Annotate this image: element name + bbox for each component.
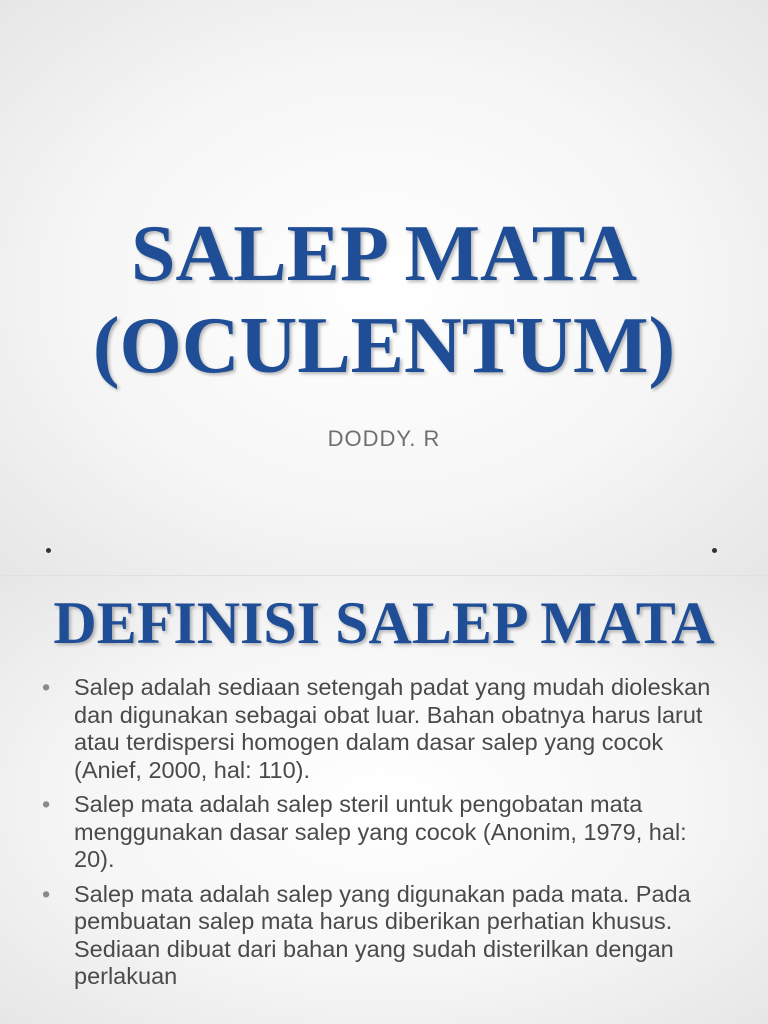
- bullet-text: Salep adalah sediaan setengah padat yang mudah dioleskan dan digunakan sebagai obat luar. Bahan obatnya harus larut atau terdispersi homogen dalam dasar salep yang cocok (Anief, 2000, hal: 110).: [74, 674, 711, 783]
- bullet-text: Salep mata adalah salep steril untuk pengobatan mata menggunakan dasar salep yang cocok (Anonim, 1979, hal: 20).: [74, 791, 687, 872]
- slide-heading: DEFINISI SALEP MATA: [53, 590, 715, 656]
- left-edge-dot: [46, 548, 51, 553]
- bullet-text: Salep mata adalah salep yang digunakan pada mata. Pada pembuatan salep mata harus diberikan perhatian khusus. Sediaan dibuat dari bahan yang sudah disterilkan dengan perlakuan: [74, 880, 691, 989]
- bullet-item: [40, 791, 730, 874]
- bullet-item: [40, 881, 730, 991]
- slide-title: [0, 208, 768, 392]
- definition-slide: [0, 576, 768, 1024]
- bullet-dot-icon: •: [42, 791, 51, 817]
- right-edge-dot: [712, 548, 717, 553]
- slide-author: DODDY. R: [327, 426, 441, 451]
- bullet-item: [40, 674, 730, 784]
- bullet-dot-icon: •: [42, 674, 51, 700]
- bullet-list: [40, 674, 730, 998]
- slide-title-line-2: (OCULENTUM): [92, 302, 676, 390]
- slide-title-line-1: SALEP MATA: [131, 210, 637, 298]
- bullet-dot-icon: •: [42, 880, 51, 907]
